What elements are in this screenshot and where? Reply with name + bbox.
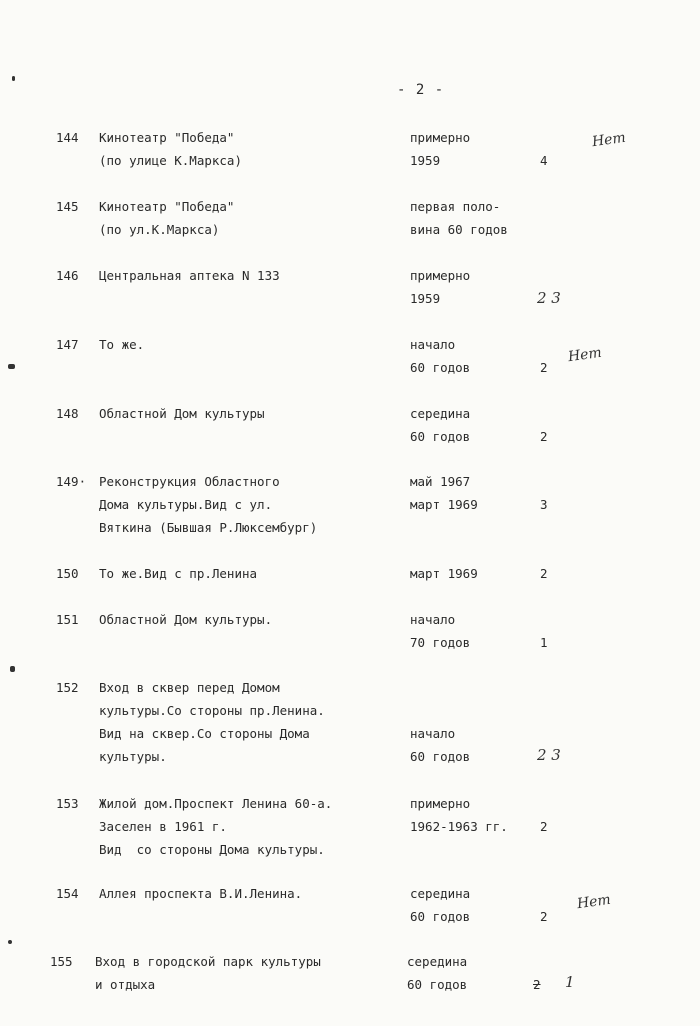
- entry-number: 147: [56, 337, 79, 352]
- entry-date-line: 70 годов: [410, 635, 471, 650]
- entry-date-line: начало: [410, 337, 456, 352]
- handwritten-note: Нет: [567, 344, 603, 366]
- entry-description-line: Кинотеатр "Победа": [99, 199, 235, 214]
- punch-mark: [10, 666, 15, 672]
- entry-date-line: март 1969: [410, 497, 478, 512]
- entry-date-line: 60 годов: [410, 749, 471, 764]
- entry-number: 155: [50, 954, 73, 969]
- entry-date-line: середина: [407, 954, 468, 969]
- entry-number: 151: [56, 612, 79, 627]
- entry-description-line: То же.: [99, 337, 145, 352]
- entry-description-line: культуры.Со стороны пр.Ленина.: [99, 703, 325, 718]
- entry-date-line: 1959: [410, 291, 441, 306]
- handwritten-quantity: 2 3: [537, 746, 561, 764]
- entry-date-line: середина: [410, 406, 471, 421]
- entry-number: 154: [56, 886, 79, 901]
- entry-description-line: Областной Дом культуры: [99, 406, 265, 421]
- entry-date-line: примерно: [410, 796, 471, 811]
- entry-date-line: 1962-1963 гг.: [410, 819, 508, 834]
- handwritten-note: Нет: [591, 129, 627, 151]
- entry-date-line: начало: [410, 612, 456, 627]
- handwritten-quantity: 1: [565, 973, 575, 991]
- entry-description-line: Вяткина (Бывшая Р.Люксембург): [99, 520, 318, 535]
- entry-date-line: середина: [410, 886, 471, 901]
- entry-description-line: Заселен в 1961 г.: [99, 819, 227, 834]
- entry-description-line: Вид со стороны Дома культуры.: [99, 842, 325, 857]
- entry-date-line: 1959: [410, 153, 441, 168]
- entry-date-line: 60 годов: [410, 360, 471, 375]
- entry-description-line: Дома культуры.Вид с ул.: [99, 497, 273, 512]
- page-number: - 2 -: [397, 82, 445, 98]
- punch-mark: [8, 940, 12, 944]
- entry-quantity: 4: [540, 153, 548, 168]
- entry-description-line: Центральная аптека N 133: [99, 268, 280, 283]
- entry-description-line: Реконструкция Областного: [99, 474, 280, 489]
- entry-quantity: 2: [540, 909, 548, 924]
- entry-quantity: 2: [540, 429, 548, 444]
- punch-mark: [8, 364, 15, 369]
- entry-quantity: 2: [540, 819, 548, 834]
- entry-date-line: 60 годов: [407, 977, 468, 992]
- entry-date-line: 60 годов: [410, 909, 471, 924]
- entry-date-line: вина 60 годов: [410, 222, 508, 237]
- entry-description-line: Вид на сквер.Со стороны Дома: [99, 726, 310, 741]
- entry-description-line: и отдыха: [95, 977, 156, 992]
- entry-date-line: март 1969: [410, 566, 478, 581]
- punch-mark: [12, 76, 15, 81]
- entry-date-line: 60 годов: [410, 429, 471, 444]
- entry-description-line: культуры.: [99, 749, 167, 764]
- entry-date-line: май 1967: [410, 474, 471, 489]
- entry-date-line: примерно: [410, 130, 471, 145]
- entry-number: 146: [56, 268, 79, 283]
- entry-number: 145: [56, 199, 79, 214]
- entry-number: 152: [56, 680, 79, 695]
- entry-date-line: первая поло-: [410, 199, 501, 214]
- entry-quantity: 3: [540, 497, 548, 512]
- handwritten-note: Нет: [576, 891, 612, 913]
- entry-number: 148: [56, 406, 79, 421]
- entry-quantity-struck: 2: [533, 977, 541, 992]
- handwritten-quantity: 2 3: [537, 289, 561, 307]
- entry-description-line: (по ул.К.Маркса): [99, 222, 220, 237]
- entry-description-line: Вход в сквер перед Домом: [99, 680, 280, 695]
- entry-description-line: Областной Дом культуры.: [99, 612, 273, 627]
- entry-quantity: 1: [540, 635, 548, 650]
- entry-description-line: Жилой дом.Проспект Ленина 60-а.: [99, 796, 333, 811]
- entry-description-line: (по улице К.Маркса): [99, 153, 242, 168]
- entry-date-line: начало: [410, 726, 456, 741]
- entry-number: 144: [56, 130, 79, 145]
- entry-number: 150: [56, 566, 79, 581]
- entry-date-line: примерно: [410, 268, 471, 283]
- entry-description-line: Вход в городской парк культуры: [95, 954, 321, 969]
- entry-description-line: Аллея проспекта В.И.Ленина.: [99, 886, 303, 901]
- entry-quantity: 2: [540, 360, 548, 375]
- entry-quantity: 2: [540, 566, 548, 581]
- entry-description-line: Кинотеатр "Победа": [99, 130, 235, 145]
- entry-number: 149·: [56, 474, 87, 489]
- entry-number: 153: [56, 796, 79, 811]
- entry-description-line: То же.Вид с пр.Ленина: [99, 566, 258, 581]
